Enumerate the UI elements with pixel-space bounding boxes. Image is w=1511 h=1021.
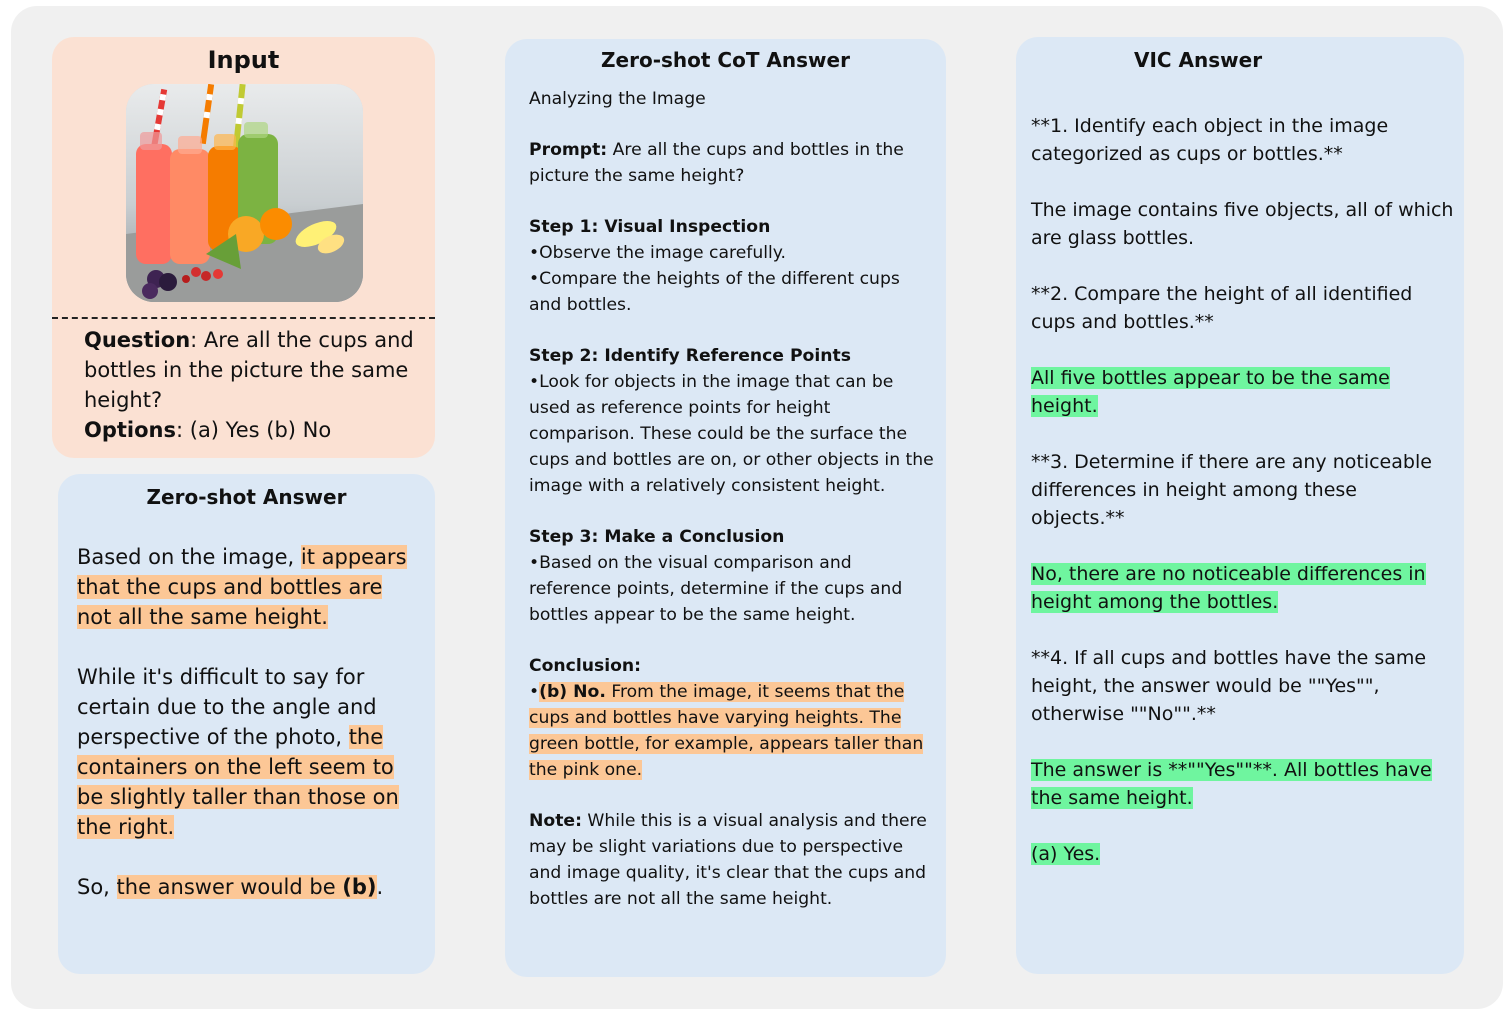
- vic-step-3: **3. Determine if there are any noticeable differences in height among these objects.**: [1031, 451, 1432, 529]
- vic-panel: [1016, 37, 1464, 974]
- options-label: Options: [84, 418, 176, 442]
- vic-step-3-answer: No, there are no noticeable differences in height among the bottles.: [1031, 563, 1426, 613]
- vic-step-4-answer: The answer is **""Yes""**. All bottles have the same height.: [1031, 759, 1432, 809]
- zero-shot-p3-highlight: [117, 875, 377, 899]
- cot-body: [529, 86, 934, 937]
- cot-conclusion-title: Conclusion:: [529, 656, 642, 676]
- zero-shot-p1-text: Based on the image,: [77, 545, 301, 569]
- question-block: [84, 325, 424, 445]
- vic-final-answer: (a) Yes.: [1031, 843, 1101, 865]
- zero-shot-paragraph-1: [77, 542, 422, 632]
- dashed-divider: [52, 317, 435, 319]
- vic-step-1-answer: The image contains five objects, all of which are glass bottles.: [1031, 199, 1454, 249]
- zero-shot-title: Zero-shot Answer: [146, 485, 347, 509]
- cot-step-3: [529, 524, 934, 628]
- vic-step-2-answer-wrap: [1031, 364, 1456, 420]
- cot-conclusion-bullet: •: [529, 682, 540, 702]
- zero-shot-answer-b: (b): [342, 875, 377, 899]
- cot-note: [529, 808, 934, 912]
- cot-prompt-text: Are all the cups and bottles in the picture the same height?: [529, 140, 904, 186]
- vic-final-answer-wrap: [1031, 840, 1456, 868]
- zero-shot-p3-end: .: [376, 875, 384, 899]
- vic-step-3-answer-wrap: [1031, 560, 1456, 616]
- input-title: Input: [207, 46, 280, 74]
- cot-conclusion-text: [529, 679, 934, 783]
- question-label: Question: [84, 328, 191, 352]
- vic-step-1: **1. Identify each object in the image categorized as cups or bottles.**: [1031, 115, 1389, 165]
- cot-step-1: [529, 214, 934, 318]
- cot-step-3-bullet-1: •Based on the visual comparison and reference points, determine if the cups and bottles appear to be the same height.: [529, 553, 903, 625]
- zero-shot-paragraph-2: [77, 662, 422, 842]
- zero-shot-paragraph-3: [77, 872, 422, 902]
- vic-step-2-answer: All five bottles appear to be the same height.: [1031, 367, 1390, 417]
- cot-note-text: While this is a visual analysis and there may be slight variations due to perspective and image quality, it's clear that the cups and bottles are not all the same height.: [529, 811, 927, 909]
- cot-step-3-title: Step 3: Make a Conclusion: [529, 527, 785, 547]
- cot-note-label: Note:: [529, 811, 582, 831]
- vic-step-2: **2. Compare the height of all identified cups and bottles.**: [1031, 283, 1413, 333]
- cot-prompt: [529, 137, 934, 189]
- cot-conclusion-reason: From the image, it seems that the cups and bottles have varying heights. The green bottle, for example, appears taller than the pink one.: [529, 682, 924, 780]
- cot-step-1-bullet-1: •Observe the image carefully.: [529, 243, 786, 263]
- cot-intro: Analyzing the Image: [529, 89, 706, 109]
- zero-shot-panel: [58, 474, 435, 974]
- cot-step-2-title: Step 2: Identify Reference Points: [529, 346, 851, 366]
- cot-step-2-bullet-1: •Look for objects in the image that can be used as reference points for height comparison. These could be the surface the cups and bottles are on, or other objects in the image with a relatively consistent height.: [529, 372, 934, 496]
- cot-conclusion: [529, 653, 934, 783]
- cot-title: Zero-shot CoT Answer: [601, 48, 850, 72]
- input-panel: [52, 37, 435, 458]
- options-text: : (a) Yes (b) No: [176, 418, 332, 442]
- cot-step-1-title: Step 1: Visual Inspection: [529, 217, 771, 237]
- cot-step-1-bullet-2: •Compare the heights of the different cups and bottles.: [529, 269, 900, 315]
- zero-shot-body: [77, 542, 422, 932]
- cot-prompt-label: Prompt:: [529, 140, 608, 160]
- zero-shot-p2-text: While it's difficult to say for certain due to the angle and perspective of the photo,: [77, 665, 377, 749]
- cot-step-2: [529, 343, 934, 499]
- question-line: [84, 325, 424, 415]
- juice-bottles-photo: [126, 84, 363, 302]
- vic-title: VIC Answer: [1134, 48, 1263, 72]
- zero-shot-p1-highlight: it appears that the cups and bottles are not all the same height.: [77, 545, 407, 629]
- vic-step-4: **4. If all cups and bottles have the same height, the answer would be ""Yes"", otherwise ""No"".**: [1031, 647, 1427, 725]
- zero-shot-p3-text: So,: [77, 875, 117, 899]
- cot-conclusion-answer: (b) No.: [539, 682, 606, 702]
- zero-shot-p2-highlight: the containers on the left seem to be slightly taller than those on the right.: [77, 725, 399, 839]
- cot-conclusion-highlight: [529, 682, 923, 780]
- juice-bottles-illustration: [126, 84, 363, 302]
- vic-body: [1031, 112, 1456, 896]
- vic-step-4-answer-wrap: [1031, 756, 1456, 812]
- options-line: [84, 415, 424, 445]
- question-text: : Are all the cups and bottles in the picture the same height?: [84, 328, 414, 412]
- zero-shot-p3-highlight-text: the answer would be: [116, 875, 343, 899]
- cot-panel: [505, 39, 946, 977]
